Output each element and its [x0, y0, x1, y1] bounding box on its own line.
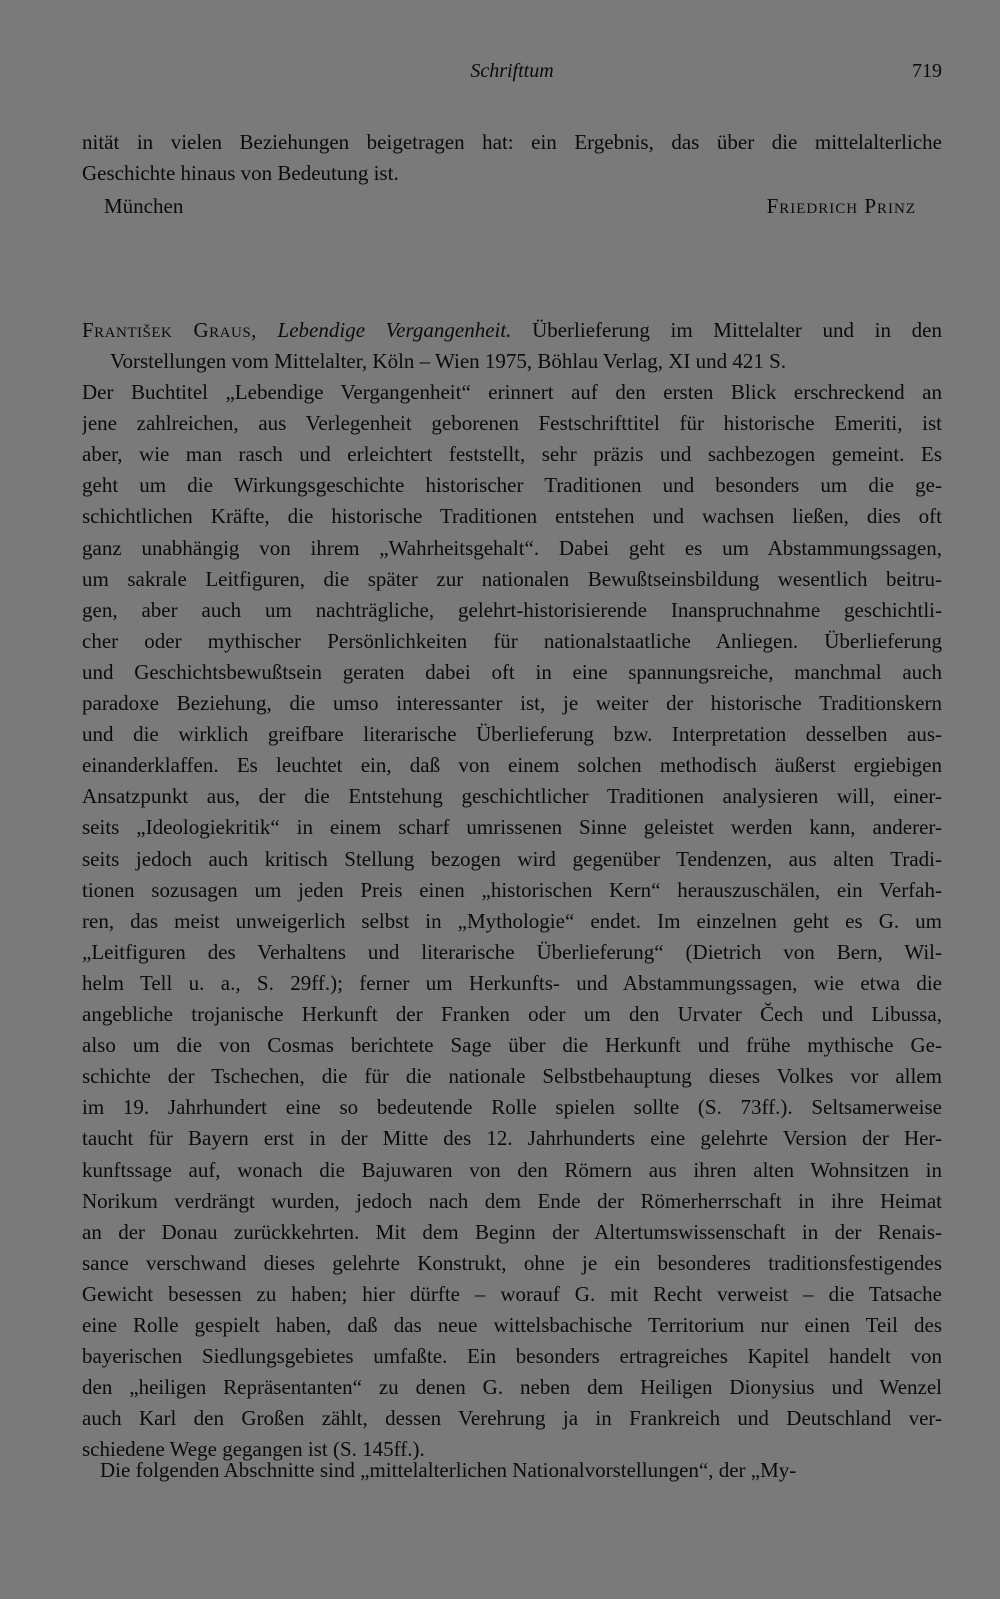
text-line: an der Donau zurückkehrten. Mit dem Beginn der Altertumswissenschaft in der Renais- — [82, 1219, 942, 1244]
text-line: jene zahlreichen, aus Verlegenheit geborenen Festschrifttitel für historische Emeriti, ist — [82, 411, 942, 436]
text-line: gen, aber auch um nachträgliche, gelehrt-historisierende Inanspruchnahme geschichtli- — [82, 597, 942, 622]
text-line: ren, das meist unweigerlich selbst in „Mythologie“ endet. Im einzelnen geht es G. um — [82, 908, 942, 933]
text-line: Geschichte hinaus von Bedeutung ist. — [82, 161, 399, 185]
text-line: im 19. Jahrhundert eine so bedeutende Rolle spielen sollte (S. 73ff.). Seltsamerweise — [82, 1095, 942, 1120]
text-line: auch Karl den Großen zählt, dessen Verehrung ja in Frankreich und Deutschland ver- — [82, 1406, 942, 1431]
text-line: bayerischen Siedlungsgebietes umfaßte. Ein besonders ertragreiches Kapitel handelt von — [82, 1344, 942, 1369]
text-line: und die wirklich greifbare literarische Überlieferung bzw. Interpretation desselben aus- — [82, 722, 942, 747]
text-line: tionen sozusagen um jeden Preis einen „historischen Kern“ herauszuschälen, ein Verfah- — [82, 877, 942, 902]
text-line: geht um die Wirkungsgeschichte historischer Traditionen und besonders um die ge- — [82, 473, 942, 498]
page-number: 719 — [912, 60, 942, 82]
signoff-place: München — [104, 194, 184, 218]
text-line: schichtlichen Kräfte, die historische Traditionen entstehen und wachsen ließen, dies oft — [82, 504, 942, 529]
text-line: kunftssage auf, wonach die Bajuwaren von den Römern aus ihren alten Wohnsitzen in — [82, 1157, 942, 1182]
text-line: schichte der Tschechen, die für die nationale Selbstbehauptung dieses Volkes vor allem — [82, 1064, 942, 1089]
running-head: Schrifttum — [470, 60, 554, 82]
text-line: ganz unabhängig von ihrem „Wahrheitsgehalt“. Dabei geht es um Abstammungssagen, — [82, 535, 942, 560]
text-line: sance verschwand dieses gelehrte Konstrukt, ohne je ein besonderes traditionsfestigendes — [82, 1250, 942, 1275]
text-line: paradoxe Beziehung, die umso interessanter ist, je weiter der historische Traditionskern — [82, 691, 942, 715]
text-line: seits „Ideologiekritik“ in einem scharf umrissenen Sinne geleistet werden kann, anderer- — [82, 815, 942, 840]
book-author: František Graus, — [82, 318, 257, 342]
book-subtitle: Überlieferung im Mittelalter und in den — [511, 318, 942, 342]
text-line: und Geschichtsbewußtsein geraten dabei oft in eine spannungsreiche, manchmal auch — [82, 659, 942, 684]
text-line: angebliche trojanische Herkunft der Franken oder um den Urvater Čech und Libussa, — [82, 1002, 942, 1026]
text-line: nität in vielen Beziehungen beigetragen hat: ein Ergebnis, das über die mittelalterliche — [82, 130, 942, 154]
text-line: also um die von Cosmas berichtete Sage über die Herkunft und frühe mythische Ge- — [82, 1033, 942, 1058]
text-line: cher oder mythischer Persönlichkeiten für nationalstaatliche Anliegen. Überlieferung — [82, 628, 942, 653]
reviewer-name: Friedrich Prinz — [766, 194, 916, 218]
page-header — [82, 60, 942, 92]
text-line: seits jedoch auch kritisch Stellung bezogen wird gegenüber Tendenzen, aus alten Tradi- — [82, 846, 942, 871]
text-line: „Leitfiguren des Verhaltens und literarische Überlieferung“ (Dietrich von Bern, Wil- — [82, 939, 942, 964]
text-line: eine Rolle gespielt haben, daß das neue wittelsbachische Territorium nur einen Teil des — [82, 1313, 942, 1337]
text-line: einanderklaffen. Es leuchtet ein, daß von einem solchen methodisch äußerst ergiebigen — [82, 753, 942, 778]
next-paragraph-line: Die folgenden Abschnitte sind „mittelalterlichen Nationalvorstellungen“, der „My- — [100, 1458, 797, 1482]
review-citation — [82, 315, 942, 346]
text-line: Norikum verdrängt wurden, jedoch nach dem Ende der Römerherrschaft in ihre Heimat — [82, 1188, 942, 1213]
text-line: aber, wie man rasch und erleichtert feststellt, sehr präzis und sachbezogen gemeint. Es — [82, 442, 942, 467]
text-line: den „heiligen Repräsentanten“ zu denen G. neben dem Heiligen Dionysius und Wenzel — [82, 1375, 942, 1400]
text-line: Gewicht besessen zu haben; hier dürfte – worauf G. mit Recht verweist – die Tatsache — [82, 1281, 942, 1306]
review-citation-continued: Vorstellungen vom Mittelalter, Köln – Wien 1975, Böhlau Verlag, XI und 421 S. — [110, 349, 787, 373]
text-line: taucht für Bayern erst in der Mitte des 12. Jahrhunderts eine gelehrte Version der Her- — [82, 1126, 942, 1151]
text-line: Ansatzpunkt aus, der die Entstehung geschichtlicher Traditionen analysieren will, einer- — [82, 784, 942, 809]
review-signoff — [104, 191, 916, 222]
text-line: um sakrale Leitfiguren, die später zur nationalen Bewußtseinsbildung wesentlich beitru- — [82, 566, 942, 591]
text-line: helm Tell u. a., S. 29ff.); ferner um Herkunfts- und Abstammungssagen, wie etwa die — [82, 970, 942, 995]
text-line: Der Buchtitel „Lebendige Vergangenheit“ erinnert auf den ersten Blick erschreckend an — [82, 380, 942, 404]
text-line: schiedene Wege gegangen ist (S. 145ff.). — [82, 1437, 425, 1462]
book-title: Lebendige Vergangenheit. — [277, 318, 512, 342]
